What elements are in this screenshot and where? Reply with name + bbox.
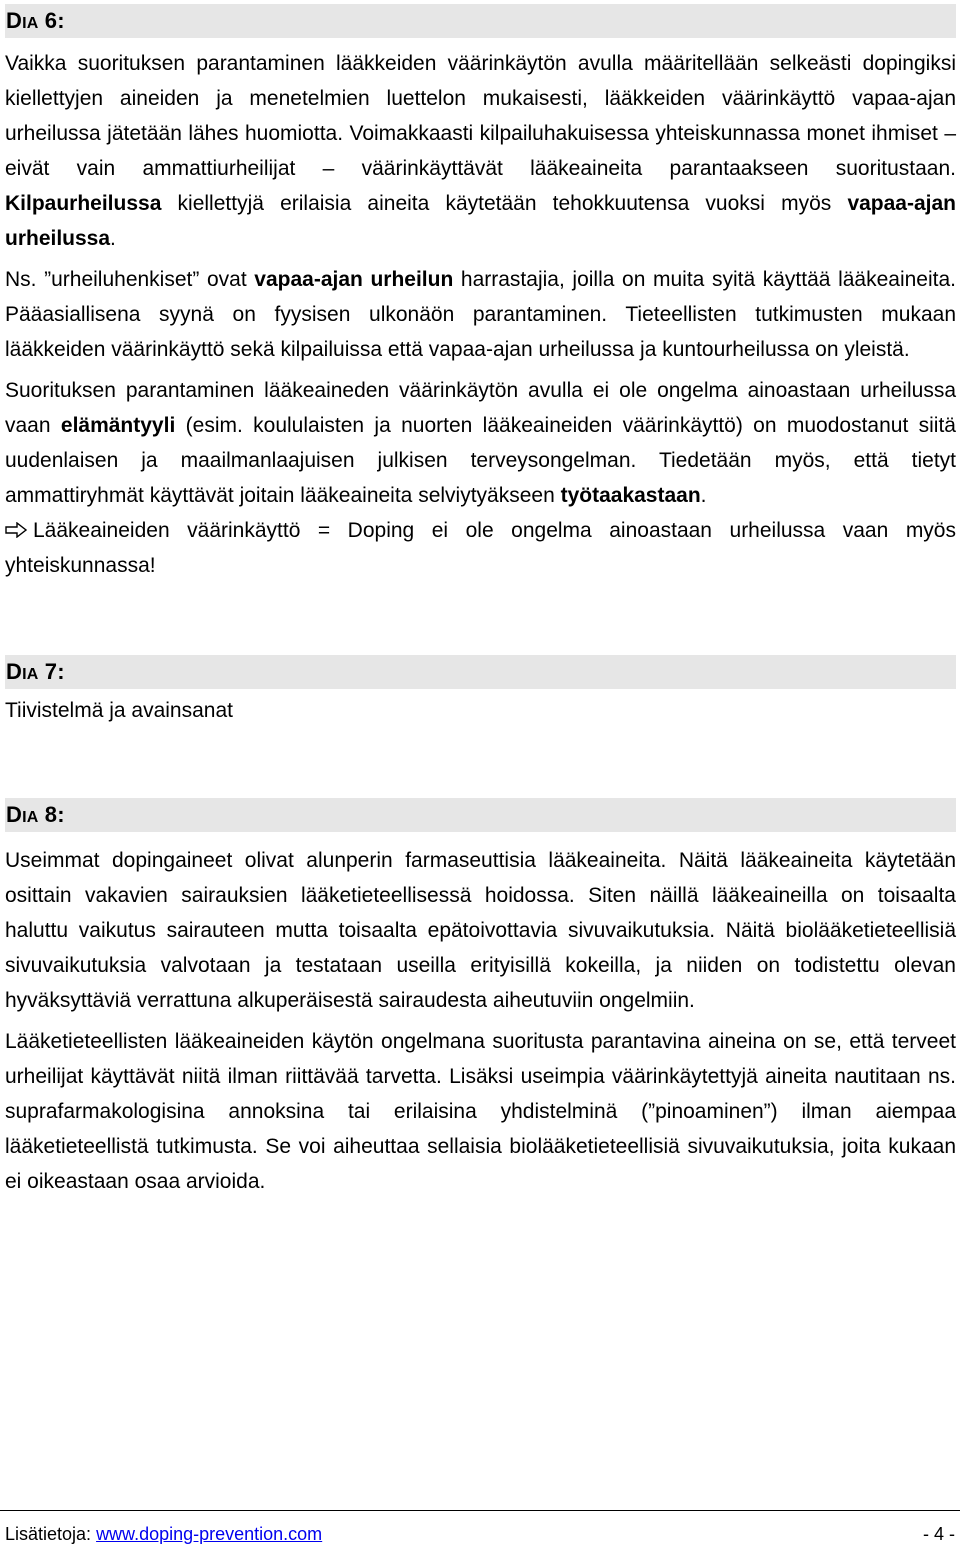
page-footer xyxy=(5,1522,955,1546)
footer-divider xyxy=(0,1510,960,1511)
text-span: harrastajia, joilla on muita syitä käyttää lääkeaineita. Pääasiallisena syynä on fyysisen ulkonäön parantaminen. Tieteellisten tutkimusten mukaan lääkkeiden väärinkäyttö sekä kilpailuissa että vapaa-ajan urheilussa ja kuntourheilussa on yleistä. xyxy=(5,268,956,361)
heading-smallcaps: IA xyxy=(22,809,39,826)
text-span: Ns. ”urheiluhenkiset” ovat xyxy=(5,268,255,291)
bold-text: vapaa-ajan urheilussa xyxy=(5,192,956,250)
heading-smallcaps: IA xyxy=(22,15,39,32)
bold-text: Kilpaurheilussa xyxy=(5,192,162,215)
page-number: - 4 - xyxy=(922,1524,955,1544)
bold-text: työtaakastaan xyxy=(560,484,701,507)
text-span: kiellettyjä erilaisia aineita käytetään tehokkuutensa vuoksi myös xyxy=(161,192,848,215)
document-page xyxy=(5,0,956,1199)
bold-text: elämäntyyli xyxy=(60,414,176,437)
dia-7-text: Tiivistelmä ja avainsanat xyxy=(5,699,233,722)
text-span: Suorituksen parantaminen lääkeaineden väärinkäytön avulla ei ole ongelma ainoastaan urheilussa vaan xyxy=(5,379,956,437)
dia-6-heading xyxy=(5,4,956,38)
heading-number: 7: xyxy=(38,659,65,684)
dia-6-conclusion xyxy=(5,513,956,583)
conclusion-text: Lääkeaineiden väärinkäyttö = Doping ei ole ongelma ainoastaan urheilussa vaan myös yhteiskunnassa! xyxy=(5,519,956,577)
heading-smallcaps: IA xyxy=(22,666,39,683)
text-span: (esim. koululaisten ja nuorten lääkeaineiden väärinkäyttö) on muodostanut siitä uudenlaisen ja maailmanlaajuisen julkisen terveysongelman. Tiedetään myös, että tietyt ammattiryhmät käyttävät joitain lääkeaineita selviytyäkseen xyxy=(5,414,956,507)
dia-7-heading xyxy=(5,655,956,689)
dia-6-paragraph-3 xyxy=(5,373,956,513)
website-link[interactable]: www.doping-prevention.com xyxy=(96,1524,323,1544)
heading-number: 8: xyxy=(38,802,65,827)
dia-6-paragraph-2 xyxy=(5,262,956,367)
footer-label: Lisätietoja: xyxy=(5,1524,97,1544)
dia-8-paragraph-1: Useimmat dopingaineet olivat alunperin farmaseuttisia lääkeaineita. Näitä lääkeaineita käytetään osittain vakavien sairauksien lääketieteellisessä hoidossa. Siten näillä lääkeaineilla on toisaalta haluttu vaikutus sairauteen mutta toisaalta epätoivottavia sivuvaikutuksia. Näitä biolääketieteellisiä sivuvaikutuksia valvotaan ja testataan useilla erityisillä kokeilla, ja niiden on todistettu olevan hyväksyttäviä verrattuna alkuperäisestä sairaudesta aiheutuviin ongelmiin. xyxy=(5,849,956,1012)
right-arrow-outline-icon xyxy=(5,522,27,538)
dia-8-heading xyxy=(5,798,956,832)
heading-initial: D xyxy=(6,659,23,684)
bold-text: vapaa-ajan urheilun xyxy=(254,268,454,291)
dia-8-paragraph-2: Lääketieteellisten lääkeaineiden käytön ongelmana suoritusta parantavina aineina on se, että terveet urheilijat käyttävät niitä ilman riittävää tarvetta. Lisäksi useimpia väärinkäytettyjä aineita nautitaan ns. suprafarmakologisina annoksina tai erilaisina yhdistelminä (”pinoaminen”) ilman aiempaa lääketieteellistä tutkimusta. Se voi aiheuttaa sellaisia biolääketieteellisiä sivuvaikutuksia, joita kukaan ei oikeastaan osaa arvioida. xyxy=(5,1030,956,1193)
heading-initial: D xyxy=(6,802,23,827)
dia-6-paragraph-1 xyxy=(5,46,956,256)
heading-initial: D xyxy=(6,8,23,33)
heading-number: 6: xyxy=(38,8,65,33)
text-span: . xyxy=(110,227,116,250)
text-span: . xyxy=(700,484,707,507)
text-span: Vaikka suorituksen parantaminen lääkkeiden väärinkäytön avulla määritellään selkeästi dopingiksi kiellettyjen aineiden ja menetelmien luettelon mukaisesti, lääkkeiden väärinkäyttö vapaa-ajan urheilussa jätetään lähes huomiotta. Voimakkaasti kilpailuhakuisessa yhteiskunnassa monet ihmiset – eivät vain ammattiurheilijat – väärinkäyttävät lääkeaineita parantaakseen suoritustaan. xyxy=(5,52,956,180)
